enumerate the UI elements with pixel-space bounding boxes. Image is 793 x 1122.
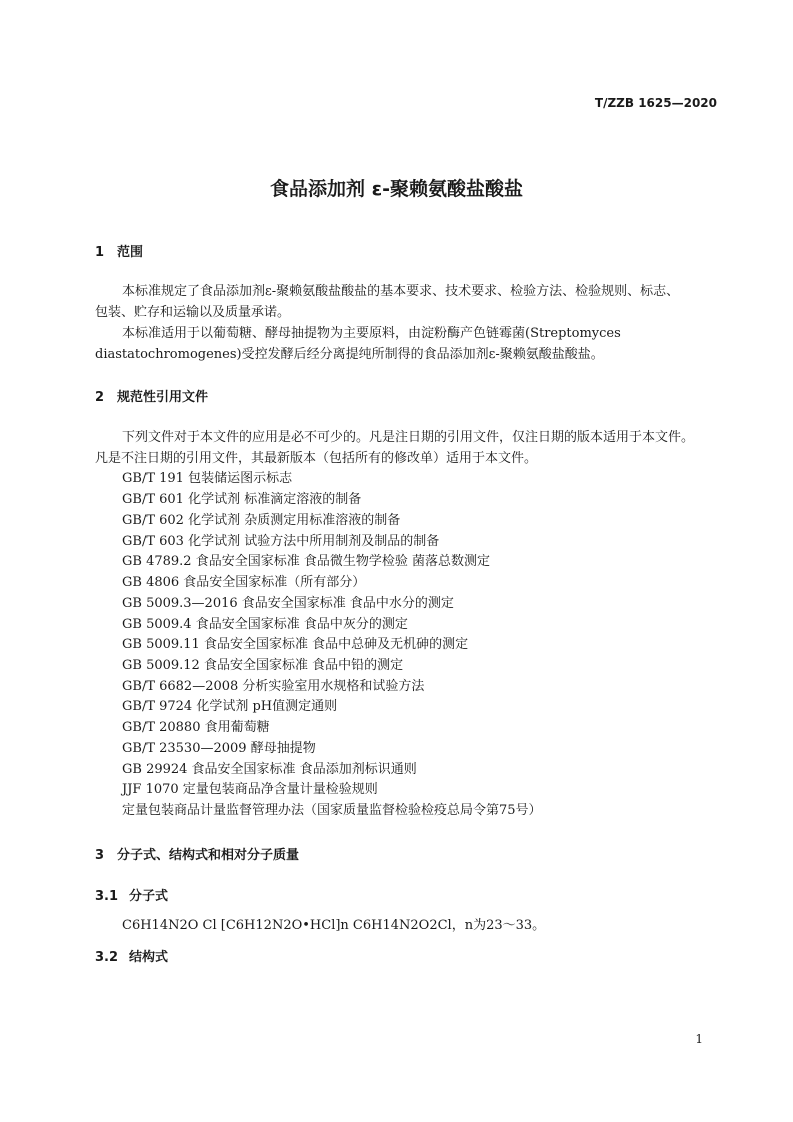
- section-3-1-heading: [95, 885, 168, 904]
- reference-item: GB/T 603 化学试剂 试验方法中所用制剂及制品的制备: [122, 534, 440, 549]
- standard-code: T/ZZB 1625—2020: [594, 96, 717, 110]
- reference-item: GB/T 9724 化学试剂 pH值测定通则: [122, 699, 338, 714]
- section-title: 范围: [117, 245, 144, 260]
- section-number: 1: [95, 245, 105, 260]
- reference-item: GB 5009.3—2016 食品安全国家标准 食品中水分的测定: [122, 596, 454, 611]
- reference-item: GB/T 20880 食用葡萄糖: [122, 720, 270, 735]
- references-intro-line-1: 下列文件对于本文件的应用是必不可少的。凡是注日期的引用文件，仅注日期的版本适用于本文件。: [122, 430, 695, 445]
- section-number: 3.2: [95, 950, 119, 965]
- section-title: 分子式、结构式和相对分子质量: [117, 848, 300, 863]
- section-title: 分子式: [129, 889, 169, 904]
- reference-item: GB 5009.11 食品安全国家标准 食品中总砷及无机砷的测定: [122, 637, 469, 652]
- reference-item: JJF 1070 定量包装商品净含量计量检验规则: [122, 782, 378, 797]
- page-number: 1: [695, 1032, 703, 1046]
- section-2-heading: [95, 386, 208, 405]
- document-title: 食品添加剂 ε-聚赖氨酸盐酸盐: [269, 178, 524, 200]
- section-3-heading: [95, 844, 299, 863]
- reference-item: GB/T 23530—2009 酵母抽提物: [122, 741, 316, 756]
- molecular-formula: C6H14N2O Cl [C6H12N2O•HCl]n C6H14N2O2Cl，n为23～33。: [122, 918, 546, 933]
- section-number: 3.1: [95, 889, 119, 904]
- scope-paragraph-2-line-2: diastatochromogenes)受控发酵后经分离提纯所制得的食品添加剂ε-聚赖氨酸盐酸盐。: [95, 347, 604, 362]
- section-number: 2: [95, 390, 105, 405]
- reference-item: GB/T 602 化学试剂 杂质测定用标准溶液的制备: [122, 513, 401, 528]
- section-title: 规范性引用文件: [117, 390, 209, 405]
- reference-item: GB 5009.4 食品安全国家标准 食品中灰分的测定: [122, 617, 408, 632]
- scope-paragraph-1-line-2: 包装、贮存和运输以及质量承诺。: [95, 305, 291, 320]
- reference-item: GB/T 191 包装储运图示标志: [122, 471, 293, 486]
- scope-paragraph-2-line-1: 本标准适用于以葡萄糖、酵母抽提物为主要原料，由淀粉酶产色链霉菌(Streptomyces: [122, 326, 621, 341]
- reference-item: 定量包装商品计量监督管理办法（国家质量监督检验检疫总局令第75号）: [122, 803, 542, 818]
- reference-item: GB/T 6682—2008 分析实验室用水规格和试验方法: [122, 679, 425, 694]
- reference-item: GB 4789.2 食品安全国家标准 食品微生物学检验 菌落总数测定: [122, 554, 490, 569]
- reference-item: GB 4806 食品安全国家标准（所有部分）: [122, 575, 366, 590]
- scope-paragraph-1-line-1: 本标准规定了食品添加剂ε-聚赖氨酸盐酸盐的基本要求、技术要求、检验方法、检验规则、标志、: [122, 284, 680, 299]
- reference-item: GB/T 601 化学试剂 标准滴定溶液的制备: [122, 492, 362, 507]
- section-title: 结构式: [129, 950, 169, 965]
- reference-item: GB 29924 食品安全国家标准 食品添加剂标识通则: [122, 762, 417, 777]
- section-3-2-heading: [95, 946, 168, 965]
- section-1-heading: [95, 241, 143, 260]
- section-number: 3: [95, 848, 105, 863]
- references-intro-line-2: 凡是不注日期的引用文件，其最新版本（包括所有的修改单）适用于本文件。: [95, 451, 538, 466]
- reference-item: GB 5009.12 食品安全国家标准 食品中铅的测定: [122, 658, 404, 673]
